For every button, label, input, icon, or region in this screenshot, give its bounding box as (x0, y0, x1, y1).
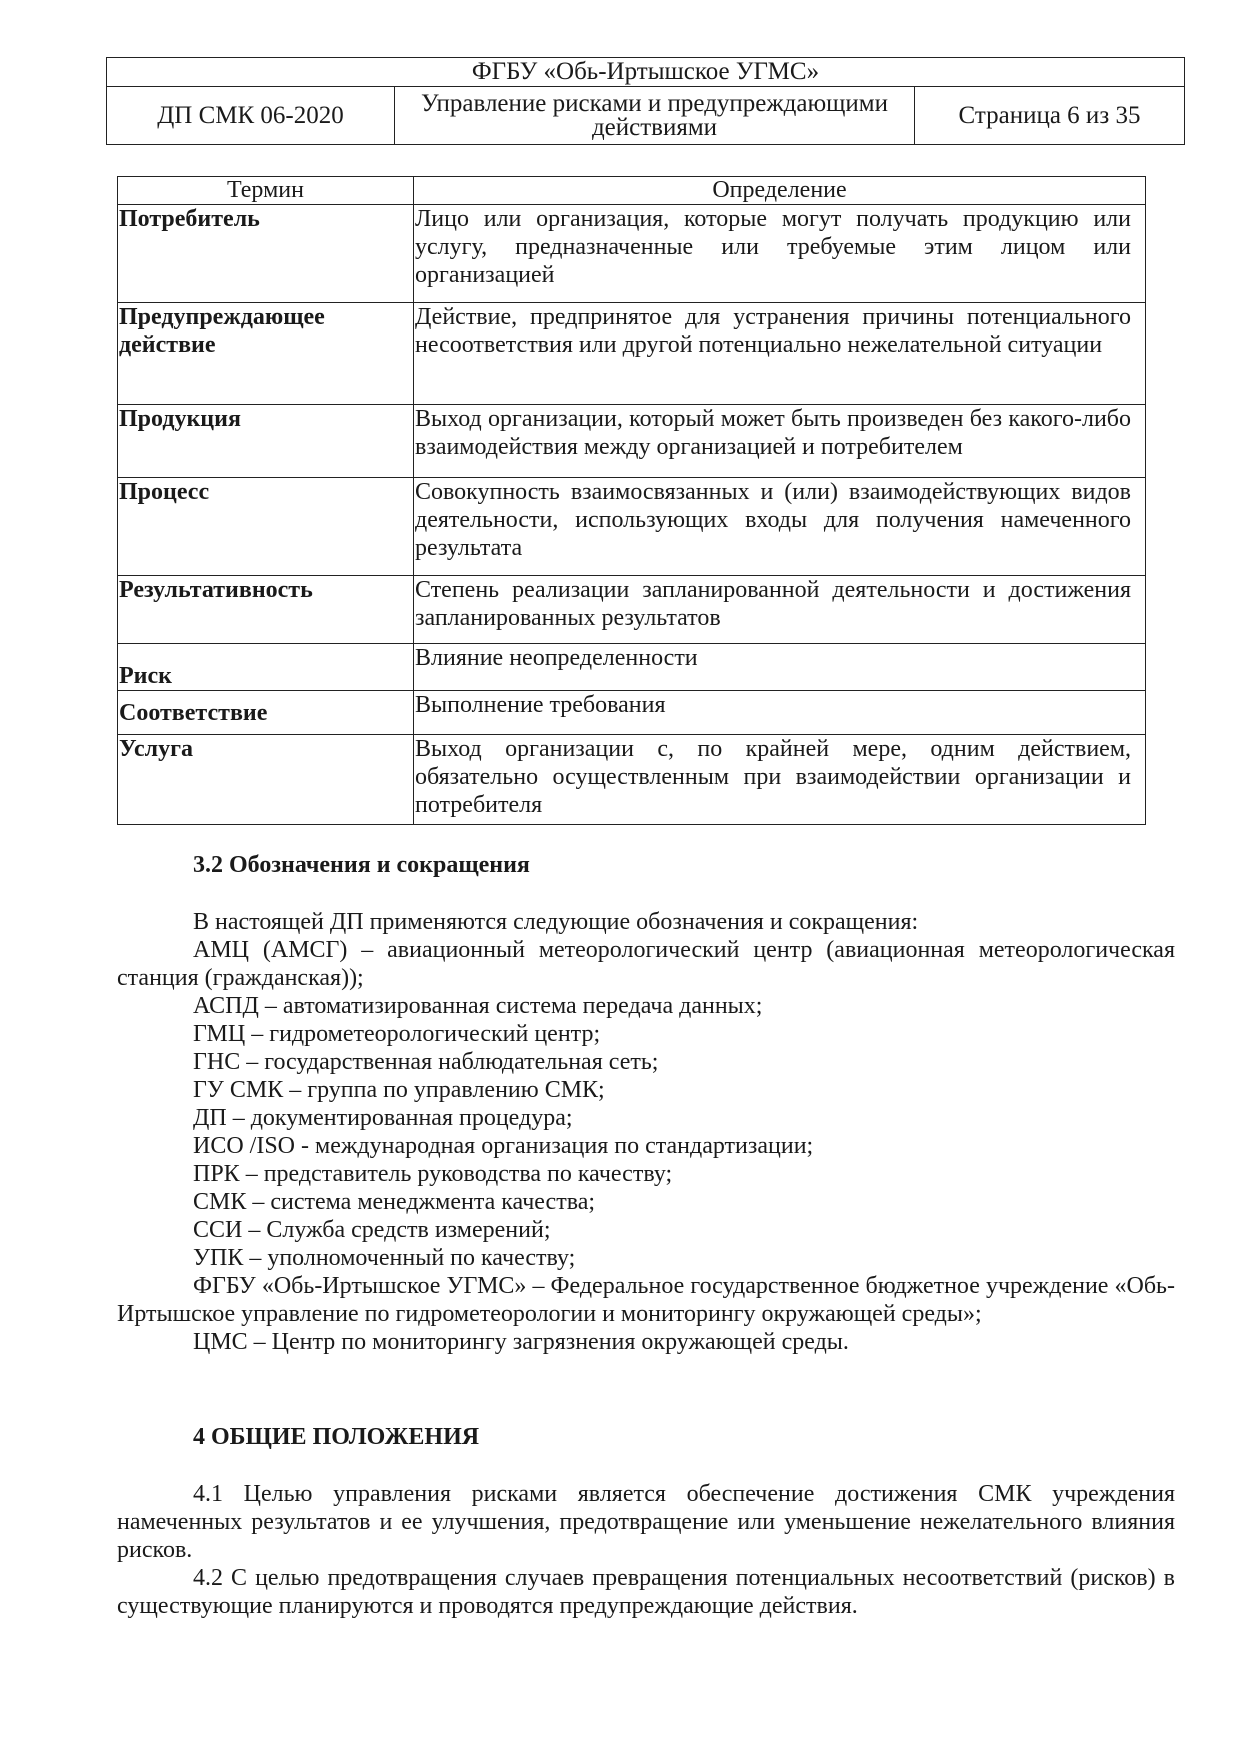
term-cell: Риск (118, 644, 414, 691)
table-row (118, 576, 1146, 644)
paragraph-4-1: 4.1 Целью управления рисками является обеспечение достижения СМК учреждения намеченных результатов и ее улучшения, предотвращение или уменьшение нежелательного влияния рисков. (117, 1481, 1175, 1563)
table-row (118, 478, 1146, 576)
abbreviation-item: ГМЦ – гидрометеорологический центр; (193, 1021, 601, 1047)
section-heading-3-2: 3.2 Обозначения и сокращения (193, 852, 530, 878)
column-header-term: Термин (118, 177, 414, 205)
definition-cell: Влияние неопределенности (414, 644, 1146, 691)
table-row (118, 205, 1146, 303)
definition-cell: Действие, предпринятое для устранения причины потенциального несоответствия или другой потенциально нежелательной ситуации (414, 303, 1146, 405)
abbreviation-item: АСПД – автоматизированная система передача данных; (193, 993, 763, 1019)
definition-cell: Выполнение требования (414, 691, 1146, 735)
abbreviation-item: ПРК – представитель руководства по качеству; (193, 1161, 673, 1187)
table-row (118, 644, 1146, 691)
term-cell: Потребитель (118, 205, 414, 303)
definition-cell: Выход организации с, по крайней мере, одним действием, обязательно осуществленным при взаимодействии организации и потребителя (414, 735, 1146, 825)
document-title: Управление рисками и предупреждающими действиями (395, 87, 915, 145)
section-heading-4: 4 ОБЩИЕ ПОЛОЖЕНИЯ (193, 1424, 480, 1450)
definition-cell: Совокупность взаимосвязанных и (или) взаимодействующих видов деятельности, использующих входы для получения намеченного результата (414, 478, 1146, 576)
term-cell: Продукция (118, 405, 414, 478)
term-cell: Соответствие (118, 691, 414, 735)
term-cell: Результативность (118, 576, 414, 644)
definition-cell: Выход организации, который может быть произведен без какого-либо взаимодействия между организацией и потребителем (414, 405, 1146, 478)
abbreviation-item: ССИ – Служба средств измерений; (193, 1217, 551, 1243)
document-header (106, 57, 1185, 145)
abbreviation-item: ДП – документированная процедура; (193, 1105, 573, 1131)
table-row (118, 691, 1146, 735)
abbreviations-intro: В настоящей ДП применяются следующие обозначения и сокращения: (193, 909, 919, 935)
abbreviation-item: ГУ СМК – группа по управлению СМК; (193, 1077, 605, 1103)
table-header-row (118, 177, 1146, 205)
term-cell: Процесс (118, 478, 414, 576)
abbreviation-item: ИСО /ISO - международная организация по стандартизации; (193, 1133, 814, 1159)
table-row (118, 405, 1146, 478)
abbreviation-item: ЦМС – Центр по мониторингу загрязнения окружающей среды. (193, 1329, 849, 1355)
column-header-definition: Определение (414, 177, 1146, 205)
page-number: Страница 6 из 35 (915, 87, 1185, 145)
term-cell: Предупреждающее действие (118, 303, 414, 405)
document-code: ДП СМК 06-2020 (107, 87, 395, 145)
definition-cell: Степень реализации запланированной деятельности и достижения запланированных результатов (414, 576, 1146, 644)
abbreviation-item: СМК – система менеджмента качества; (193, 1189, 596, 1215)
abbreviation-item: ФГБУ «Обь-Иртышское УГМС» – Федеральное государственное бюджетное учреждение «Обь-Иртышское управление по гидрометеорологии и мониторингу окружающей среды»; (117, 1273, 1175, 1327)
definition-cell: Лицо или организация, которые могут получать продукцию или услугу, предназначенные или требуемые этим лицом или организацией (414, 205, 1146, 303)
abbreviations-block (117, 908, 1175, 1356)
paragraph-4-2: 4.2 С целью предотвращения случаев превращения потенциальных несоответствий (рисков) в существующие планируются и проводятся предупреждающие действия. (117, 1565, 1175, 1619)
organization-name: ФГБУ «Обь-Иртышское УГМС» (107, 58, 1185, 87)
table-row (118, 735, 1146, 825)
section-4-body (117, 1480, 1175, 1620)
abbreviation-item: ГНС – государственная наблюдательная сеть; (193, 1049, 659, 1075)
abbreviation-item: АМЦ (АМСГ) – авиационный метеорологический центр (авиационная метеорологическая станция (гражданская)); (117, 937, 1175, 991)
term-cell: Услуга (118, 735, 414, 825)
table-row (118, 303, 1146, 405)
terms-table (117, 176, 1146, 825)
abbreviation-item: УПК – уполномоченный по качеству; (193, 1245, 576, 1271)
